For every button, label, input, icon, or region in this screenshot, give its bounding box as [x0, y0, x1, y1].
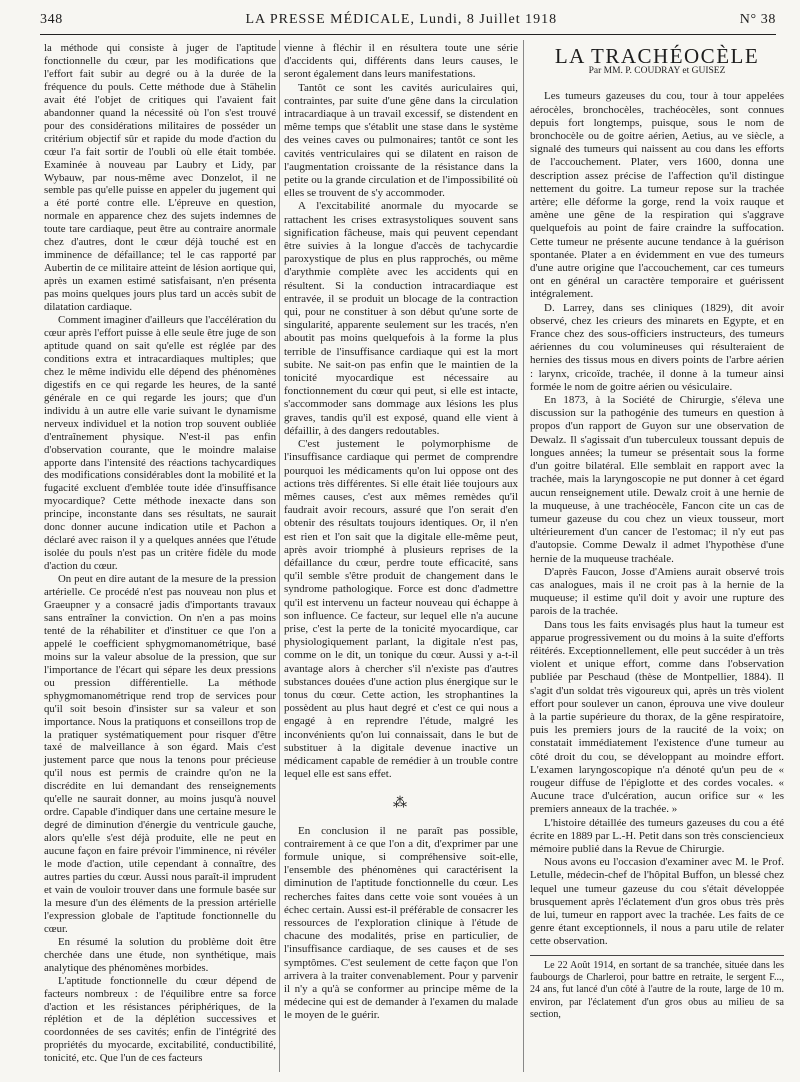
paragraph: On peut en dire autant de la mesure de la pression artérielle. Ce procédé n'est pas nouveau non plus et Graeupner y a consacré jadis d'importants travaux sans entraîner la conviction. On n'en a pas moins tenté de la réhabiliter et d'instituer ce que l'on a appelé le coefficient sphygmomanométrique, basé moins sur la valeur absolue de la pression, que sur l'importance de l'écart qui sépare les deux pressions ou pression différentielle. La méthode sphygmomanométrique rend trop de services pour qu'il soit besoin d'insister sur sa valeur et son importance. Nous la pratiquons et conseillons trop de la pratiquer systématiquement pour risquer d'être taxé de malveillance à son égard. Mais c'est justement parce que nous la tenons pour précieuse qu'il nous est permis de craindre qu'on ne la discrédite en lui demandant des renseignements qu'elle ne saurait donner, au moins jusqu'à nouvel ordre. Capable d'indiquer dans une certaine mesure le degré de diminution d'énergie du ventricule gauche, alors qu'elle s'est déjà produite, elle ne peut en aucune façon en faire prévoir l'imminence, ni révéler le mode d'action, utile cependant à connaître, des autres parties du cœur. Aussi nous paraît-il imprudent et vain de vouloir trouver dans une formule basée sur la mesure d'un des éléments de la pression artérielle l'expression globale de l'aptitude fonctionnelle du cœur. [44, 573, 276, 935]
section-asterism: ⁂ [393, 796, 409, 812]
paragraph: En résumé la solution du problème doit être cherchée dans une étude, non synthétique, mais analytique des phénomènes morbides. [44, 935, 276, 974]
paragraph: vienne à fléchir il en résultera toute une série d'accidents qui, différents dans leurs causes, le seront également dans leurs manifestations. [284, 42, 518, 81]
observation-paragraph: Le 22 Août 1914, en sortant de sa tranchée, située dans les faubourgs de Charleroi, pour battre en retraite, le sergent F..., 24 ans, fut lancé d'un côté à l'autre de la route, large de 10 m. environ, par l'éclatement d'un gros obus au milieu de sa section, [530, 959, 784, 1020]
journal-title: LA PRESSE MÉDICALE, Lundi, 8 Juillet 1918 [245, 12, 558, 27]
paragraph: D'après Faucon, Josse d'Amiens aurait observé trois cas analogues, mais il ne croit pas à la hernie de la muqueuse; il estime qu'il doit y avoir une rupture des parois de la trachée. [530, 565, 784, 618]
article-byline: Par MM. P. COUDRAY et GUISEZ [588, 66, 726, 77]
column-divider [523, 40, 524, 1072]
section-rule [530, 955, 784, 956]
running-header [40, 12, 776, 34]
paragraph: A l'excitabilité anormale du myocarde se rattachent les crises extrasystoliques souvent sans signification fâcheuse, mais qui peuvent cependant être suivies à la longue d'accès de tachycardie paroxystique de plus en plus rapprochés, ou même d'arythmie complète avec les accidents qui en résultent. Si la conduction intracardiaque est entravée, il se produit un blocage de la contraction qui, pour ne constituer à son début qu'une sorte de singularité, apparente seulement sur les tracés, n'en aboutit pas moins quelquefois à la forme la plus terrible de l'insuffisance cardiaque qui est la mort subite. Ne sait-on pas enfin que le maintien de la tonicité myocardique est nécessaire au fonctionnement du cœur qui peut, si elle est intacte, s'accommoder sans dommage aux lésions les plus graves, tandis qu'il est exposé, quand elle vient à défaillir, à des dangers redoutables. [284, 200, 518, 437]
paragraph: Nous avons eu l'occasion d'examiner avec M. le Prof. Letulle, médecin-chef de l'hôpital Buffon, un blessé chez lequel une tumeur gazeuse du cou s'était développée brusquement après l'éclatement d'un gros obus très près de lui, tumeur en rapport avec la trachée. Les faits de ce genre étant exceptionnels, il nous a paru utile de relater cette observation. [530, 856, 784, 948]
page-number: 348 [40, 12, 63, 27]
column-3 [530, 42, 784, 1021]
header-rule [40, 34, 776, 35]
column-divider [279, 40, 280, 1072]
paragraph: L'histoire détaillée des tumeurs gazeuses du cou a été écrite en 1889 par L.-H. Petit dans son très consciencieux mémoire publié dans la Revue de Chirurgie. [530, 816, 784, 855]
column-1 [44, 42, 276, 1065]
paragraph: Les tumeurs gazeuses du cou, tour à tour appelées aérocèles, bronchocèles, trachéocèles, sont connues depuis fort longtemps, puisque, sous le nom de bronchocèle ou de goitre aérien, Aetius, au ve siècle, a signalé des tumeurs qui naissent au cou dans les efforts de l'accouchement. Plater, vers 1600, donna une description assez précise de l'affection qu'il distingue nettement du goitre. La tumeur repose sur la trachée artère; elle déforme la gorge, rend la voix rauque et amène une gêne de la respiration qui s'aggrave quelquefois au point de faire craindre la suffocation. Cette tumeur ne présente aucune tendance à la guérison spontanée. Plater a en évidemment en vue des tumeurs d'une autre origine que l'accouchement, car ces tumeurs ont en général un caractère temporaire et guérissent intégralement. [530, 90, 784, 301]
paragraph: C'est justement le polymorphisme de l'insuffisance cardiaque qui permet de comprendre pourquoi les médicaments qu'on lui oppose ont des actions très différentes. Si elle était liée toujours aux mêmes causes, c'est aux mêmes remèdes qu'il faudrait avoir recours, assuré que l'on serait d'en obtenir des résultats toujours identiques. Or, il n'en est rien et l'on sait que la digitale elle-même peut, après avoir triomphé à plusieurs reprises de la défaillance du cœur, perdre toute efficacité, sans qu'il semble s'être produit de changement dans le syndrome pathologique. Force est donc d'admettre qu'il est intervenu un facteur nouveau qui échappe à son influence. Ce facteur, sur lequel elle n'a aucune prise, c'est la perte de la tonicité myocardique, car physiologiquement parlant, la digitale n'est pas, comme on le dit, un tonique du cœur. Aussi y a-t-il avantage alors à chercher s'il n'existe pas d'autres substances douées d'une action plus énergique sur le tonus du cœur. Cette action, les strophantines la possèdent au plus haut degré et c'est ce qui nous a engagé à en reprendre l'étude, malgré les inconvénients qu'on lui connaissait, dans le but de substituer à la digitale devenue inactive un médicament capable de remédier à un trouble contre lequel elle est sans effet. [284, 438, 518, 781]
paragraph: En 1873, à la Société de Chirurgie, s'éleva une discussion sur la pathogénie des tumeurs en question à propos d'un rapport de Guyon sur une observation de Dewalz. Il s'agissait d'un tuberculeux toussant depuis de longues années; la tumeur se présentait sous la forme d'un goitre bilatéral. Elle semblait en rapport avec la trachée, mais la laryngoscopie ne put donner à cet égard aucun renseignement utile. Dewalz croit à une hernie de la muqueuse, à une trachéocèle, Fancon cite un cas de tumeur gazeuse du cou chez un vieux tousseur, mort ultérieurement d'un cancer de l'estomac; il n'y eut pas d'autopsie. Comme Dewalz il admet l'hypothèse d'une hernie de la muqueuse trachéale. [530, 394, 784, 565]
paragraph: Comment imaginer d'ailleurs que l'accélération du cœur après l'effort puisse à elle seule être juge de son aptitude quand on sait qu'elle est réglée par des conditions extra et intracardiaques multiples; que chez le même individu elle dépend des phénomènes digestifs en ce qui regarde les heures, de la santé générale en ce qui regarde les jours; que d'un individu à un autre elle varie suivant le dynamisme nerveux individuel et la notion trop souvent oubliée d'entraînement physique. N'est-il pas enfin d'observation courante, que le moindre malaise apporte dans l'intensité des réactions tachycardiques des modifications considérables dont la mobilité et la fugacité excluent d'emblée toute idée d'insuffisance myocardique? Cette méthode inexacte dans son principe, inconstante dans ses résultats, ne saurait donc donner aucune indication utile et Pachon a déclaré avec raison il y a quelques années que l'étude isolée du pouls n'est pas un critère fidèle du mode d'action du cœur. [44, 314, 276, 573]
column-2 [284, 42, 518, 1023]
paragraph: la méthode qui consiste à juger de l'aptitude fonctionnelle du cœur, par les modifications que l'effort fait subir au degré ou à la durée de la fréquence du pouls. Cette méthode due à Stähelin avait été l'objet de critiques qui l'avaient fait abandonner quand la nécessité où l'on s'est trouvé pour des considérations militaires de posséder un critérium objectif sûr et rapide du mode d'action du cœur l'a fait sortir de l'oubli où elle était tombée. Examinée à nouveau par Laubry et Lidy, par Wybauw, par nous-même avec Donzelot, il ne semble pas qu'elle puisse en appeler du jugement qui a été porté contre elle. L'épreuve en question, normale en apparence chez des sujets indemnes de toute tare cardiaque, peut être au contraire anormale chez d'autres, dont le cœur déjà touché est en imminence de défaillance; tel le cas rapporté par Aubertin de ce militaire atteint de lésion aortique qui, après un examen estimé satisfaisant, n'en présenta pas moins quelques jours plus tard un accès subit de dilatation cardiaque. [44, 42, 276, 314]
paragraph: D. Larrey, dans ses cliniques (1829), dit avoir observé, chez les crieurs des minarets en Egypte, et en France chez des sous-officiers instructeurs, des tumeurs aériennes du cou volumineuses qui résulteraient de hernies des tissus mous en divers points de l'arbre aérien : larynx, cricoïde, trachée, il donne à la tumeur ainsi formée le nom de goitre aérien ou vésiculaire. [530, 301, 784, 393]
article-title: LA TRACHÉOCÈLE [554, 44, 760, 68]
paragraph: L'aptitude fonctionnelle du cœur dépend de facteurs nombreux : de l'équilibre entre sa force d'action et les résistances périphériques, de la réplétion et de la déplétion successives et coordonnées de ses cavités; enfin de l'intégrité des propriétés du myocarde, excitabilité, conductibilité, tonicité, etc. Que l'un de ces facteurs [44, 974, 276, 1065]
issue-number: N° 38 [739, 12, 776, 27]
paragraph: Dans tous les faits envisagés plus haut la tumeur est apparue progressivement ou du moins à la suite d'efforts réitérés. Exceptionnellement, elle peut succéder à un très violent et unique effort, comme dans l'observation publiée par Peschaud (thèse de Montpellier, 1884). Il s'agit d'un soldat très vigoureux qui, après un très violent effort pour soulever un canon, éprouva une vive douleur à la partie supérieure du thorax, de la gêne respiratoire, puis les premiers jours de la raucité de la voix; on constatait immédiatement l'existence d'une tumeur au côté droit du cou, se développant au moindre effort. L'examen laryngoscopique n'a dénoté qu'un peu de « rougeur diffuse de l'épiglotte et des cordes vocales. « Aucune trace d'ulcération, aucun orifice sur « les premiers anneaux de la trachée. » [530, 618, 784, 816]
paragraph: En conclusion il ne paraît pas possible, contrairement à ce que l'on a dit, d'exprimer par une formule unique, si compréhensive soit-elle, l'ensemble des phénomènes qui caractérisent la diminution de l'aptitude fonctionnelle du cœur. Les recherches faites dans cette voie sont vouées à un échec certain. Aussi est-il préférable de consacrer les ressources de l'exploration clinique à l'étude de chacune des modalités, prise en particulier, de l'insuffisance cardiaque, de ses causes et de ses symptômes. C'est seulement de cette façon que l'on arrivera à la traiter convenablement. Pour y parvenir il n'y a qu'à se conformer au principe même de la médecine qui est de demander à l'examen du malade le moyen de le guérir. [284, 824, 518, 1022]
paragraph: Tantôt ce sont les cavités auriculaires qui, contraintes, par suite d'une gêne dans la circulation intracardiaque à un travail excessif, se distendent en même temps que s'établit une stase dans le système des veines caves ou pulmonaires; tantôt ce sont les cavités ventriculaires qui se dilatent en raison de l'augmentation croissante de la résistance dans la petite ou la grande circulation et de l'impossibilité où elles se trouvent de s'y accommoder. [284, 81, 518, 200]
